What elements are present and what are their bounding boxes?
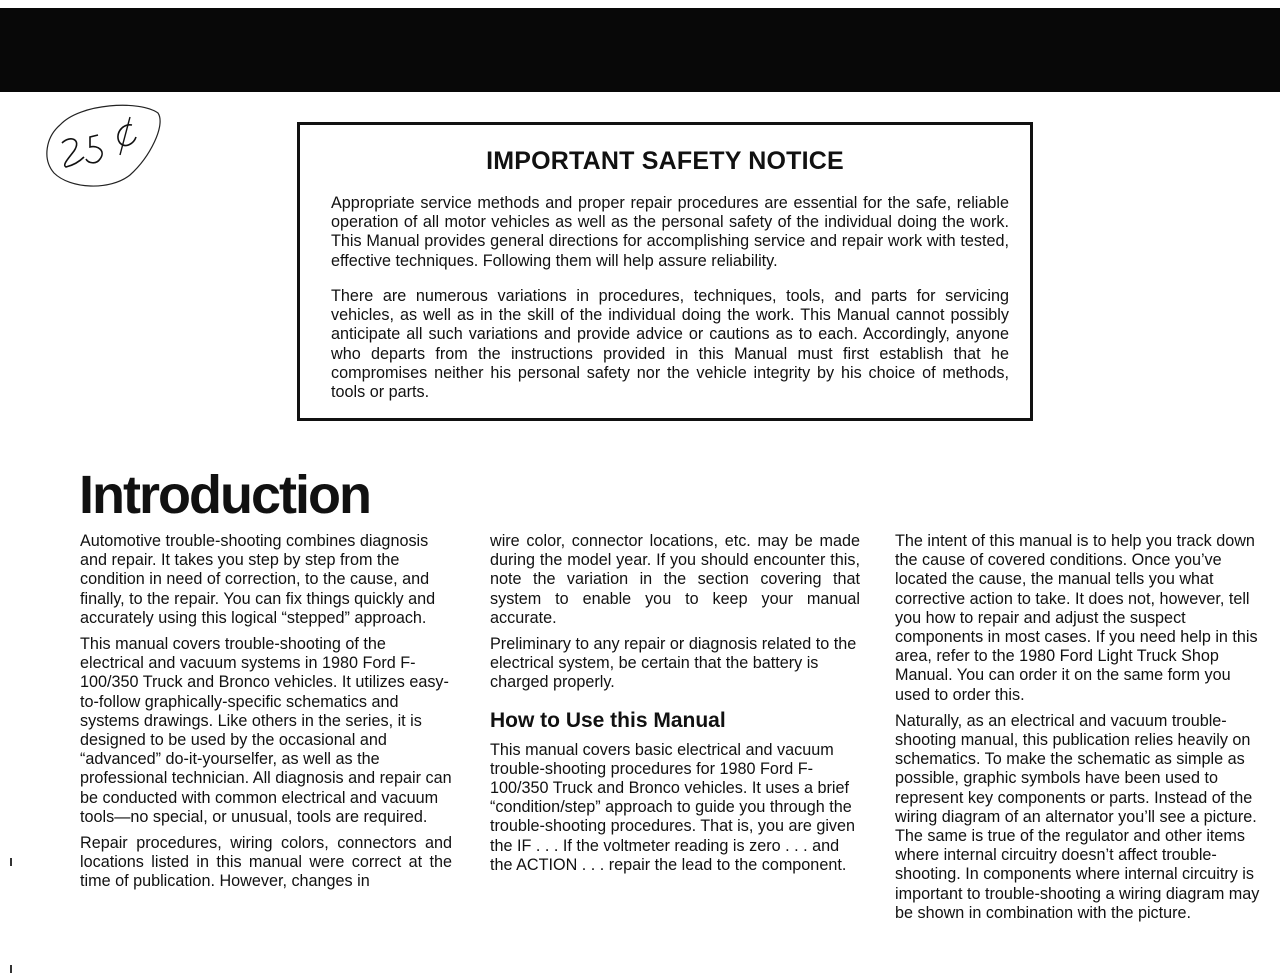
body-paragraph: This manual covers basic electrical and vacuum trouble-shooting procedures for 1980 Ford F-100/350 Truck and Bronco vehicles. It uses a brief “condition/step” approach to guide you through the trouble-shooting procedures. That is, you are given the IF . . . If the voltmeter reading is zero . . . and the ACTION . . . repair the lead to the component. [490, 740, 856, 874]
scan-top-dark-band [0, 8, 1280, 92]
safety-notice-paragraph: Appropriate service methods and proper repair procedures are essential for the safe, reliable operation of all motor vehicles as well as the personal safety of the individual doing the work. This Manual provides general directions for accomplishing service and repair work with tested, effective techniques. Following them will help assure reliability. [331, 194, 1009, 270]
body-paragraph: wire color, connector locations, etc. may be made during the model year. If you should encounter this, note the variation in the section covering that system to enable you to keep your manual accurate. [490, 532, 860, 627]
how-to-use-heading: How to Use this Manual [490, 708, 726, 732]
scan-speck [10, 965, 12, 973]
intro-column-1 [80, 532, 452, 899]
body-paragraph: Repair procedures, wiring colors, connectors and locations listed in this manual were correct at the time of publication. However, changes in [80, 834, 452, 891]
handwritten-price-mark [40, 95, 170, 195]
scan-speck [10, 858, 12, 866]
body-paragraph: The intent of this manual is to help you track down the cause of covered conditions. Once you’ve located the cause, the manual tells you what corrective action to take. It does not, however, tell you how to repair and adjust the suspect components in most cases. If you need help in this area, refer to the 1980 Ford Light Truck Shop Manual. You can order it on the same form you used to order this. [895, 532, 1258, 704]
body-paragraph: Preliminary to any repair or diagnosis related to the electrical system, be certain that the battery is charged properly. [490, 635, 857, 692]
introduction-heading: Introduction [79, 465, 370, 525]
intro-column-3 [895, 532, 1267, 930]
safety-notice-paragraph: There are numerous variations in procedures, techniques, tools, and parts for servicing vehicles, as well as in the skill of the individual doing the work. This Manual cannot possibly anticipate all such variations and provide advice or cautions as to each. Accordingly, anyone who departs from the instructions provided in this Manual must first establish that he compromises neither his personal safety nor the vehicle integrity by his choice of methods, tools or parts. [331, 287, 1009, 402]
safety-notice-title: IMPORTANT SAFETY NOTICE [486, 147, 844, 175]
body-paragraph: Naturally, as an electrical and vacuum trouble-shooting manual, this publication relies heavily on schematics. To make the schematic as simple as possible, graphic symbols have been used to represent key components or parts. Instead of the wiring diagram of an alternator you’ll see a picture. The same is true of the regulator and other items where internal circuitry doesn’t affect trouble-shooting. In components where internal circuitry is important to trouble-shooting a wiring diagram may be shown in combination with the picture. [895, 711, 1260, 922]
body-paragraph: This manual covers trouble-shooting of the electrical and vacuum systems in 1980 Ford F-100/350 Truck and Bronco vehicles. It utilizes easy-to-follow graphically-specific schematics and systems drawings. Like others in the series, it is designed to be used by the occasional and “advanced” do-it-yourselfer, as well as the professional technician. All diagnosis and repair can be conducted with common electrical and vacuum tools—no special, or unusual, tools are required. [80, 635, 452, 826]
body-paragraph: Automotive trouble-shooting combines diagnosis and repair. It takes you step by step from the condition in need of correction, to the cause, and finally, to the repair. You can fix things quickly and accurately using this logical “stepped” approach. [80, 532, 436, 627]
safety-notice-box [297, 122, 1033, 421]
intro-column-2 [490, 532, 860, 882]
